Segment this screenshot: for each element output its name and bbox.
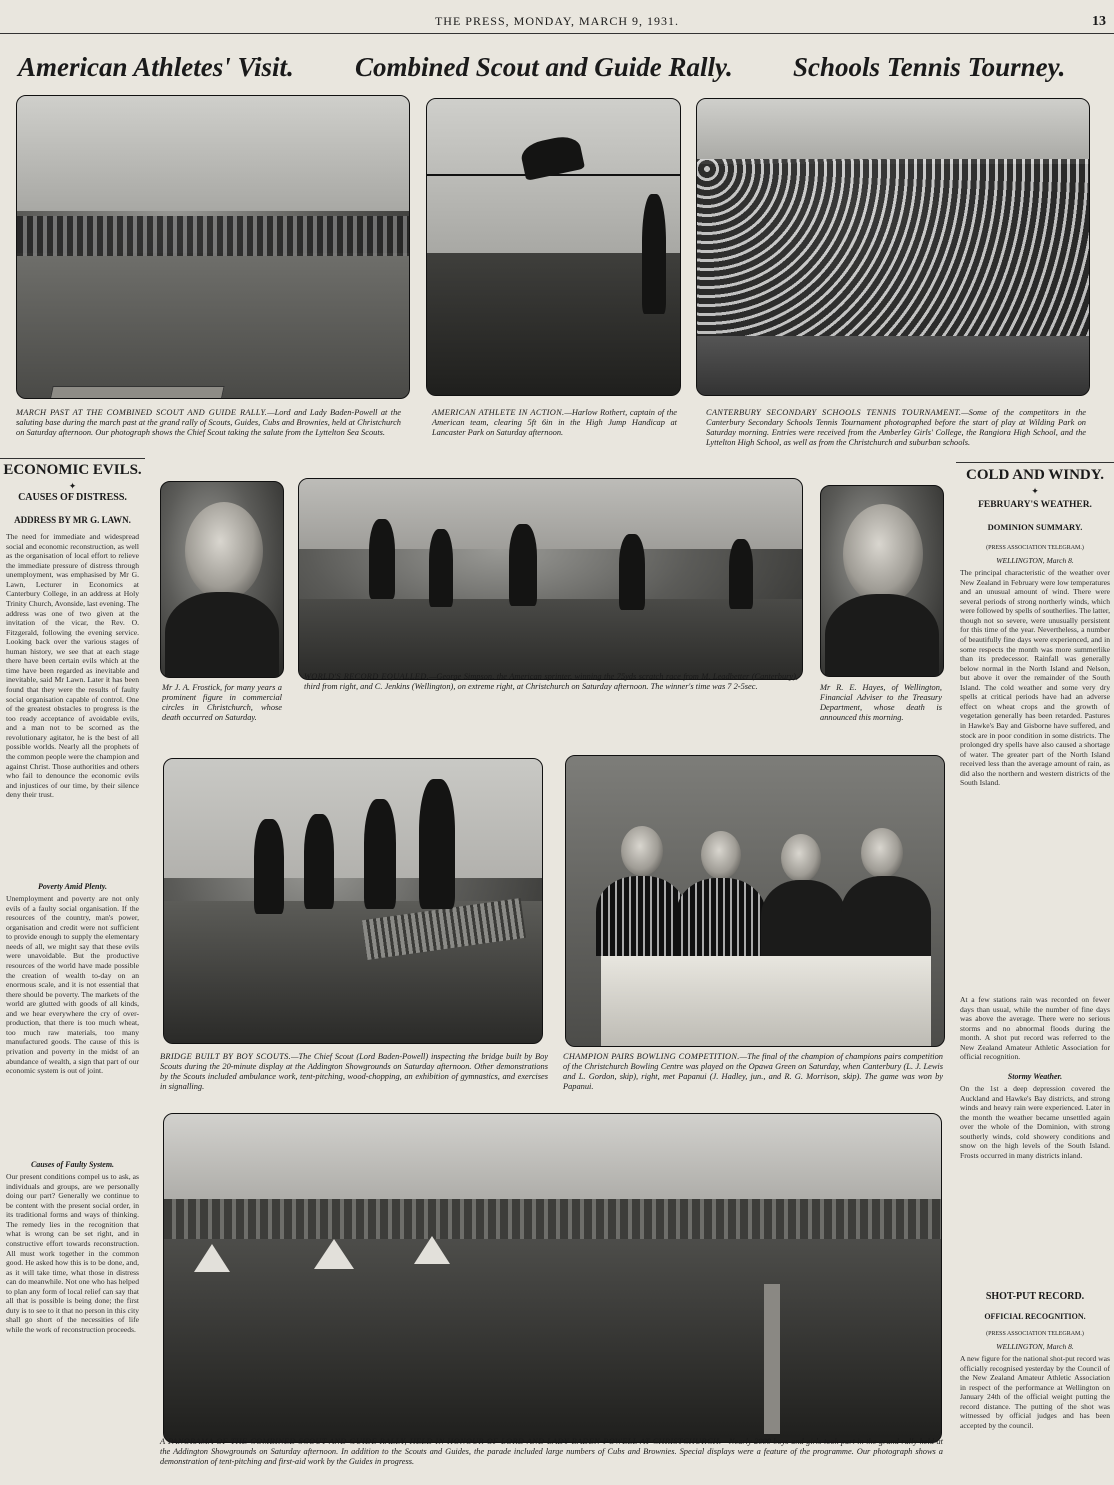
photo-sprint-race xyxy=(298,478,803,680)
portrait-hayes xyxy=(820,485,944,677)
star-divider: ✦ xyxy=(68,481,77,491)
page-number: 13 xyxy=(1092,14,1106,29)
left-column-byline: ADDRESS BY MR G. LAWN. xyxy=(14,515,131,525)
caption-athlete: AMERICAN ATHLETE IN ACTION.—Harlow Rothert, captain of the American team, clearing 5ft 6in in the High Jump Handicap at Lancaster Park on Saturday afternoon. xyxy=(432,408,677,437)
caption-panorama: A PANORAMA OF THE COMBINED SCOUT AND GUIDE RALLY, HELD IN HONOUR OF LORD AND LADY BADEN-POWELL AT CHRISTCHURCH.—Nearly 2000 boys and girls took part in the grand rally held at the Addington Showgrounds on Saturday afternoon. In addition to the Scouts and Guides, the parade included large numbers of Cubs and Brownies. Special displays were a feature of the programme. Our photograph shows a demonstration of tent-pitching and first-aid work by the Guides in progress. xyxy=(160,1437,943,1466)
caption-march-past: MARCH PAST AT THE COMBINED SCOUT AND GUIDE RALLY.—Lord and Lady Baden-Powell at the saluting base during the march past at the grand rally of Scouts, Guides, Cubs and Brownies, held at Christchurch on Saturday afternoon. Our photograph shows the Chief Scout taking the salute from the Lyttelton Sea Scouts. xyxy=(16,408,401,437)
right-column-para-3: On the 1st a deep depression covered the Auckland and Hawke's Bay districts, and strong winds and heavy rain were experienced. Later in the month the weather became unsettled again over the whole of the Dominion, with strong southerly winds, cold showery conditions and snow on the high levels of the South Island. Frosts occurred in many districts inland. xyxy=(960,1084,1110,1160)
record-title: SHOT-PUT RECORD. xyxy=(985,1291,1085,1302)
photo-march-past xyxy=(16,95,410,399)
left-column-para-3: Our present conditions compel us to ask, as individuals and groups, are we personally doing our part? Generally we continue to be content with the present social order, in its traditional forms and ways of thinking. The remedy lies in the recognition that what is wrong can be set right, and in constructive effort towards reconstruction. All must work together in the common good. He asked how this is to be done, and, as it will take time, what those in distress can do meanwhile. Not one who has helped to plan any form of local relief can say that all that is possible is being done; the first duty is to see to it that no person in this city shall go short of the necessities of life while the work of reconstruction proceeds. xyxy=(6,1172,139,1334)
right-column-para-2: At a few stations rain was recorded on fewer days than usual, while the number of fine days was above the average. There were no serious storms and no abnormal floods during the month. A shot put record was referred to the New Zealand Amateur Athletic Association for official recognition. xyxy=(960,995,1110,1062)
star-divider-right: ✦ xyxy=(1031,486,1039,496)
left-column-subhead-2: Causes of Faulty System. xyxy=(30,1160,115,1169)
right-column-subtitle: FEBRUARY'S WEATHER. xyxy=(978,500,1092,510)
masthead-dateline: THE PRESS, MONDAY, MARCH 9, 1931. xyxy=(434,14,680,28)
portrait-frostick xyxy=(160,481,284,678)
headline-scout-guide-rally: Combined Scout and Guide Rally. xyxy=(355,52,733,82)
right-column-dateline: WELLINGTON, March 8. xyxy=(996,556,1074,565)
caption-record: WORLD'S RECORD EQUALLED.—George Simpson, the American sprinter, winning the 75yds scratch race from M. Leadbetter (Canterbury), third from right, and C. Jenkins (Wellington), on extreme right, at Christchurch on Saturday afternoon. The winner's time was 7 2-5sec. xyxy=(304,672,798,691)
photo-tennis-competitors xyxy=(696,98,1090,396)
caption-frostick: Mr J. A. Frostick, for many years a prominent figure in commercial circles in Christchurch, whose death occurred on Saturday. xyxy=(162,683,282,722)
record-subtitle: OFFICIAL RECOGNITION. xyxy=(984,1312,1086,1321)
masthead-rule xyxy=(0,33,1114,34)
photo-bowling-pairs xyxy=(565,755,945,1047)
left-column-subhead-1: Poverty Amid Plenty. xyxy=(38,882,107,891)
caption-bridge: BRIDGE BUILT BY BOY SCOUTS.—The Chief Scout (Lord Baden-Powell) inspecting the bridge built by Boy Scouts during the 20-minute display at the Addington Showgrounds on Saturday afternoon. Other demonstrations by the Scouts included ambulance work, tent-pitching, wood-chopping, an exhibition of gymnastics, and exercises in signalling. xyxy=(160,1052,548,1091)
caption-bowling: CHAMPION PAIRS BOWLING COMPETITION.—The final of the champion of champions pairs competition of the Christchurch Bowling Centre was played on the Opawa Green on Saturday, when Canterbury (L. J. Lewis and L. Gordon, skip), right, met Papanui (J. Hadley, jun., and R. G. Morrison, skip). The game was won by Papanui. xyxy=(563,1052,943,1091)
headline-american-athletes: American Athletes' Visit. xyxy=(18,52,294,82)
photo-high-jump xyxy=(426,98,681,396)
photo-rally-panorama xyxy=(163,1113,942,1443)
right-column-credit: (PRESS ASSOCIATION TELEGRAM.) xyxy=(986,545,1084,551)
left-column-para-2: Unemployment and poverty are not only evils of a faulty social organisation. If the resources of the country, man's power, organisation and credit were not sufficient to provide enough to supply the elementary needs of all, we might say that these evils were unavoidable. But the productive resources of the world have made possible the creation of wealth to-day on an enormous scale, and it is not essential that there should be poverty. The markets of the world are glutted with goods of all kinds, and we hear everywhere the cry of over-production, that there is too much wheat, too much raw materials, too many manufactured goods. The cause of this is privation and poverty in the midst of an abundance of wealth, a sign that part of our economic system is out of joint. xyxy=(6,894,139,1076)
right-column-title: COLD AND WINDY. xyxy=(966,467,1104,483)
headline-schools-tennis: Schools Tennis Tourney. xyxy=(793,52,1066,82)
caption-tennis: CANTERBURY SECONDARY SCHOOLS TENNIS TOURNAMENT.—Some of the competitors in the Canterbury Secondary Schools Tennis Tournament photographed before the start of play at Wilding Park on Saturday morning. Entries were received from the Amberley Girls' College, the Rangiora High School, and the Lyttelton High School, as well as from the Christchurch and suburban schools. xyxy=(706,408,1086,447)
left-column-para-1: The need for immediate and widespread social and economic reconstruction, as well as the organisation of local effort to relieve the immediate pressure of distress through unemployment, was emphasised by Mr G. Lawn, Lecturer in Economics at Canterbury College, in an address at Holy Trinity Church, Avonside, last evening. The address was one of two given at the invitation of the vicar, the Rev. O. Fitzgerald, following the evening service. Looking back over the various stages of human history, we see that at each stage there have been certain evils which at the time have been regarded as inevitable and inevitable, said Mr Lawn. Later it has been found that they were the results of faulty social organisation capable of control. One of the greatest obstacles to progress is the too ready acceptance of avoidable evils, and a man not to be scorned as the revolutionary agitator, he is the best of all possible worlds. Nearly all the prophets of the common people were the champion and against Christ. Those authorities and others who fail to denounce the economic evils and injustices of our time, by their silence deny their trust. xyxy=(6,532,139,800)
right-column-rule xyxy=(956,462,1114,463)
record-credit: (PRESS ASSOCIATION TELEGRAM.) xyxy=(986,1331,1084,1337)
right-column-summary-head: DOMINION SUMMARY. xyxy=(987,522,1083,532)
record-dateline: WELLINGTON, March 8. xyxy=(996,1342,1074,1351)
left-column-subtitle: CAUSES OF DISTRESS. xyxy=(18,492,127,503)
caption-hayes: Mr R. E. Hayes, of Wellington, Financial Adviser to the Treasury Department, whose death is announced this morning. xyxy=(820,683,942,722)
photo-scout-bridge xyxy=(163,758,543,1044)
left-column-title: ECONOMIC EVILS. xyxy=(3,462,142,478)
right-column-para-1: The principal characteristic of the weather over New Zealand in February were low temperatures and an unusual amount of wind. There were several periods of strong northerly winds, which were followed by spells of southerlies. The latter, though not so severe, were unusually persistent for this time of the year. Nevertheless, a number of beautifully fine days were experienced, and in some respects the month was more summerlike than its predecessor. Rainfall was generally below normal in the North Island and Nelson, but above it over the remainder of the South Island. The cold weather and some very dry spells at critical periods have had an adverse effect on wheat crops and the growth of vegetation generally has been retarded. Pastures in Hawke's Bay and Gisborne have suffered, and stock are in poor condition in some districts. The prolonged dry spells have also caused a shortage of water. The greater part of the North Island received less than the average amount of rain, as did also the northern and western districts of the South Island. xyxy=(960,568,1110,788)
left-column-rule xyxy=(0,458,145,459)
right-column-subhead-1: Stormy Weather. xyxy=(1007,1072,1063,1081)
record-text: A new figure for the national shot-put record was officially recognised yesterday by the Council of the New Zealand Amateur Athletic Association in respect of the performance at Wellington on January 24th of the official weight putting the record distance. The putting of the shot was witnessed by official judges and has been accepted by the council. xyxy=(960,1354,1110,1430)
